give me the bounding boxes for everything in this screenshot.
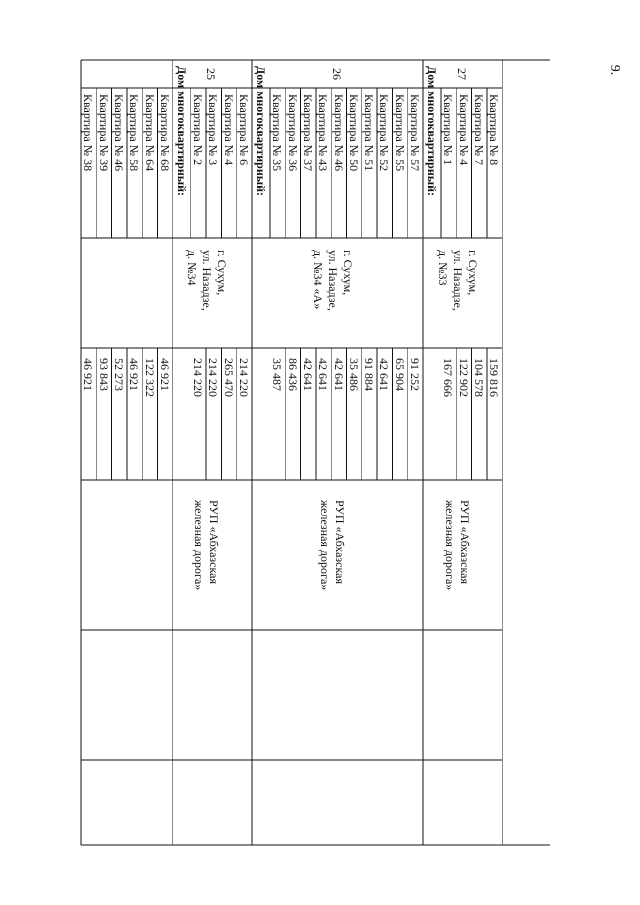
apartment-area: 91 884 — [362, 358, 377, 391]
apartment-name: Квартира № 52 — [377, 94, 392, 172]
group-address-line: г. Сухум, — [215, 250, 230, 296]
apartment-area: 65 904 — [392, 358, 407, 391]
group-address-line: д. №34 «А» — [310, 250, 325, 310]
group-organization-line: РУП «Абхазская — [457, 500, 472, 584]
apartment-area: 214 220 — [191, 358, 206, 397]
apartment-name: Квартира № 36 — [285, 94, 300, 172]
apartment-name: Квартира № 7 — [471, 94, 486, 166]
apartment-name: Квартира № 3 — [206, 94, 221, 166]
group-address-line: ул. Назадзе, — [200, 250, 215, 311]
group-address-line: г. Сухум, — [465, 250, 480, 296]
apartment-area: 35 487 — [270, 358, 285, 391]
group-address-line: ул. Назадзе, — [325, 250, 340, 311]
apartment-area: 93 843 — [96, 358, 111, 391]
apartment-area: 167 666 — [441, 358, 456, 397]
apartment-name: Квартира № 4 — [221, 94, 236, 166]
apartment-area: 46 921 — [127, 358, 142, 391]
apartment-area: 122 902 — [456, 358, 471, 397]
group-organization-line: железная дорога» — [317, 500, 332, 591]
group-address-line: г. Сухум, — [340, 250, 355, 296]
group-address-line: д. №33 — [435, 250, 450, 286]
apartment-name: Квартира № 38 — [81, 94, 96, 172]
apartment-name: Квартира № 58 — [127, 94, 142, 172]
group-header: Дом многоквартирный: — [254, 66, 268, 197]
apartment-name: Квартира № 50 — [346, 94, 361, 172]
document-table — [81, 60, 550, 845]
apartment-area: 35 486 — [346, 358, 361, 391]
apartment-area: 214 220 — [206, 358, 221, 397]
apartment-name: Квартира № 64 — [142, 94, 157, 172]
apartment-name: Квартира № 55 — [392, 94, 407, 172]
apartment-area: 46 921 — [81, 358, 96, 391]
group-header: Дом многоквартирный: — [425, 66, 439, 197]
apartment-name: Квартира № 2 — [191, 94, 206, 166]
apartment-name: Квартира № 6 — [237, 94, 251, 166]
group-organization-line: железная дорога» — [442, 500, 457, 591]
apartment-area: 46 921 — [157, 358, 172, 391]
apartment-name: Квартира № 4 — [456, 94, 471, 166]
apartment-area: 52 273 — [111, 358, 126, 391]
apartment-area: 42 641 — [377, 358, 392, 391]
apartment-area: 42 641 — [331, 358, 346, 391]
apartment-name: Квартира № 46 — [111, 94, 126, 172]
apartment-area: 122 322 — [142, 358, 157, 397]
table-grid — [81, 60, 550, 845]
apartment-area: 42 641 — [316, 358, 331, 391]
apartment-name: Квартира № 1 — [441, 94, 456, 166]
group-address-line: д. №34 — [185, 250, 200, 286]
apartment-area: 214 220 — [237, 358, 251, 397]
apartment-area: 104 578 — [471, 358, 486, 397]
apartment-area: 42 641 — [300, 358, 315, 391]
apartment-name: Квартира № 35 — [270, 94, 285, 172]
apartment-name: Квартира № 37 — [300, 94, 315, 172]
apartment-name: Квартира № 46 — [331, 94, 346, 172]
group-organization-line: железная дорога» — [192, 500, 207, 591]
group-organization-line: РУП «Абхазская — [207, 500, 222, 584]
group-header: Дом многоквартирный: — [174, 66, 189, 197]
group-address-line: ул. Назадзе, — [450, 250, 465, 311]
page-number: 9. — [607, 64, 622, 76]
apartment-name: Квартира № 8 — [487, 94, 502, 166]
apartment-name: Квартира № 51 — [362, 94, 377, 172]
apartment-name: Квартира № 57 — [408, 94, 422, 172]
group-number: 27 — [454, 68, 469, 80]
group-number: 25 — [204, 68, 219, 80]
apartment-area: 159 816 — [487, 358, 502, 397]
apartment-name: Квартира № 43 — [316, 94, 331, 172]
group-organization-line: РУП «Абхазская — [332, 500, 347, 584]
apartment-area: 265 470 — [221, 358, 236, 397]
group-number: 26 — [329, 68, 344, 80]
apartment-area: 91 252 — [408, 358, 422, 391]
apartment-name: Квартира № 39 — [96, 94, 111, 172]
apartment-area: 86 436 — [285, 358, 300, 391]
apartment-name: Квартира № 68 — [157, 94, 172, 172]
